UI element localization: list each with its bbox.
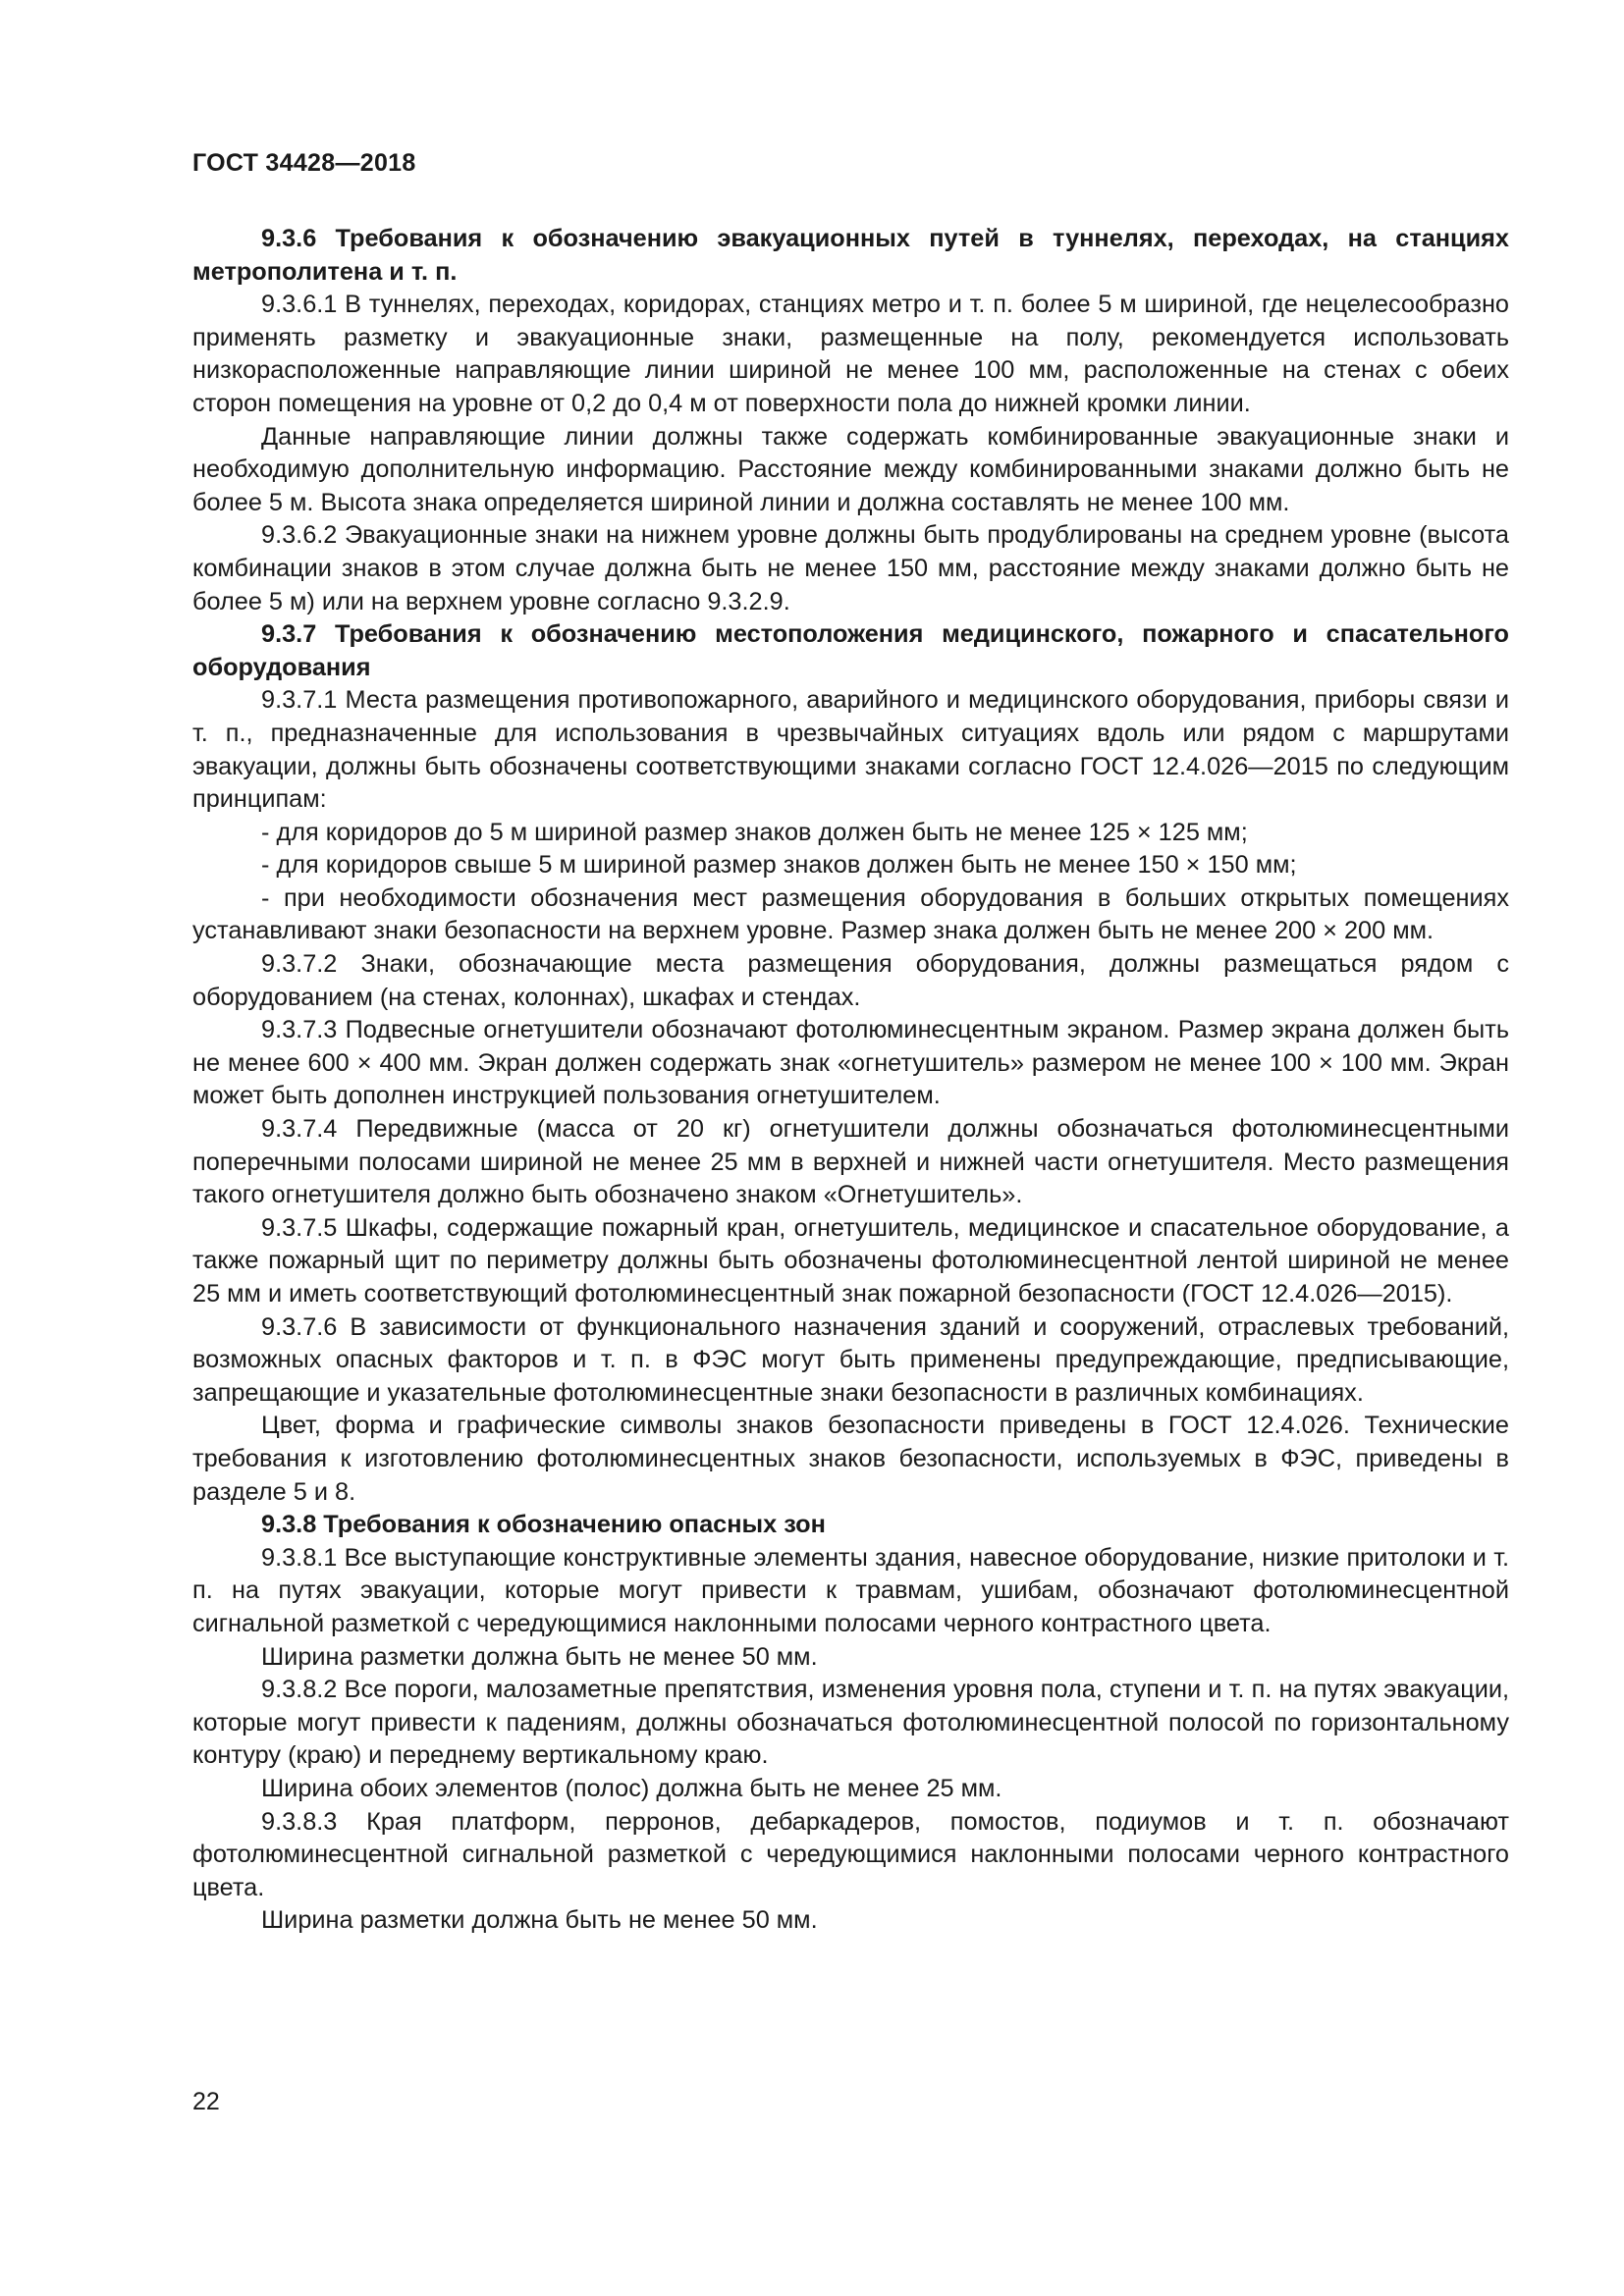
paragraph: 9.3.6.2 Эвакуационные знаки на нижнем уровне должны быть продублированы на среднем уровне (высота комбинации знаков в этом случае должна быть не менее 150 мм, расстояние между знаками должно быть не более 5 м) или на верхнем уровне согласно 9.3.2.9. bbox=[192, 521, 1509, 615]
paragraph: 9.3.7.5 Шкафы, содержащие пожарный кран, огнетушитель, медицинское и спасательное оборудование, а также пожарный щит по периметру должны быть обозначены фотолюминесцентной лентой шириной не менее 25 мм и иметь соответствующий фотолюминесцентный знак пожарной безопасности (ГОСТ 12.4.026—2015). bbox=[192, 1213, 1509, 1308]
document-header: ГОСТ 34428—2018 bbox=[192, 149, 416, 177]
paragraph: Данные направляющие линии должны также содержать комбинированные эвакуационные знаки и необходимую дополнительную информацию. Расстояние между комбинированными знаками должно быть не более 5 м. Высота знака определяется шириной линии и должна составлять не менее 100 мм. bbox=[192, 422, 1509, 516]
paragraph: 9.3.6.1 В туннелях, переходах, коридорах, станциях метро и т. п. более 5 м шириной, где нецелесообразно применять разметку и эвакуационные знаки, размещенные на полу, рекомендуется использовать низкорасположенные направляющие линии шириной не менее 100 мм, расположенные на стенах с обеих сторон помещения на уровне от 0,2 до 0,4 м от поверхности пола до нижней кромки линии. bbox=[192, 291, 1509, 417]
list-item: - при необходимости обозначения мест размещения оборудования в больших открытых помещениях устанавливают знаки безопасности на верхнем уровне. Размер знака должен быть не менее 200 × 200 мм. bbox=[192, 883, 1509, 945]
paragraph: Ширина разметки должна быть не менее 50 мм. bbox=[261, 1906, 818, 1935]
paragraph: 9.3.8.2 Все пороги, малозаметные препятствия, изменения уровня пола, ступени и т. п. на путях эвакуации, которые могут привести к падениям, должны обозначаться фотолюминесцентной полосой по горизонтальному контуру (краю) и переднему вертикальному краю. bbox=[192, 1676, 1509, 1770]
list-item: - для коридоров свыше 5 м шириной размер знаков должен быть не менее 150 × 150 мм; bbox=[261, 851, 1297, 880]
list-item: - для коридоров до 5 м шириной размер знаков должен быть не менее 125 × 125 мм; bbox=[261, 818, 1248, 846]
document-body bbox=[192, 223, 1509, 1938]
paragraph: 9.3.8.1 Все выступающие конструктивные элементы здания, навесное оборудование, низкие притолоки и т. п. на путях эвакуации, которые могут привести к травмам, ушибам, обозначают фотолюминесцентной сигнальной разметкой с чередующимися наклонными полосами черного контрастного цвета. bbox=[192, 1543, 1509, 1637]
paragraph: Цвет, форма и графические символы знаков безопасности приведены в ГОСТ 12.4.026. Технические требования к изготовлению фотолюминесцентных знаков безопасности, используемых в ФЭС, приведены в разделе 5 и 8. bbox=[192, 1412, 1509, 1506]
page-number: 22 bbox=[192, 2088, 220, 2115]
section-heading-9-3-7: 9.3.7 Требования к обозначению местоположения медицинского, пожарного и спасательного оборудования bbox=[192, 620, 1509, 681]
section-heading-9-3-8: 9.3.8 Требования к обозначению опасных зон bbox=[261, 1511, 826, 1539]
paragraph: 9.3.7.6 В зависимости от функционального назначения зданий и сооружений, отраслевых требований, возможных опасных факторов и т. п. в ФЭС могут быть применены предупреждающие, предписывающие, запрещающие и указательные фотолюминесцентные знаки безопасности в различных комбинациях. bbox=[192, 1312, 1509, 1407]
paragraph: 9.3.7.3 Подвесные огнетушители обозначают фотолюминесцентным экраном. Размер экрана должен быть не менее 600 × 400 мм. Экран должен содержать знак «огнетушитель» размером не менее 100 × 100 мм. Экран может быть дополнен инструкцией пользования огнетушителем. bbox=[192, 1016, 1509, 1110]
paragraph: 9.3.8.3 Края платформ, перронов, дебаркадеров, помостов, подиумов и т. п. обозначают фотолюминесцентной сигнальной разметкой с чередующимися наклонными полосами черного контрастного цвета. bbox=[192, 1807, 1509, 1901]
paragraph: 9.3.7.4 Передвижные (масса от 20 кг) огнетушители должны обозначаться фотолюминесцентными поперечными полосами шириной не менее 25 мм в верхней и нижней части огнетушителя. Место размещения такого огнетушителя должно быть обозначено знаком «Огнетушитель». bbox=[192, 1115, 1509, 1209]
paragraph: Ширина обоих элементов (полос) должна быть не менее 25 мм. bbox=[261, 1774, 1002, 1802]
paragraph: 9.3.7.2 Знаки, обозначающие места размещения оборудования, должны размещаться рядом с оборудованием (на стенах, колоннах), шкафах и стендах. bbox=[192, 950, 1509, 1011]
paragraph: 9.3.7.1 Места размещения противопожарного, аварийного и медицинского оборудования, приборы связи и т. п., предназначенные для использования в чрезвычайных ситуациях вдоль или рядом с маршрутами эвакуации, должны быть обозначены соответствующими знаками согласно ГОСТ 12.4.026—2015 по следующим принципам: bbox=[192, 686, 1509, 814]
paragraph: Ширина разметки должна быть не менее 50 мм. bbox=[261, 1642, 818, 1671]
section-heading-9-3-6: 9.3.6 Требования к обозначению эвакуационных путей в туннелях, переходах, на станциях метрополитена и т. п. bbox=[192, 225, 1509, 286]
